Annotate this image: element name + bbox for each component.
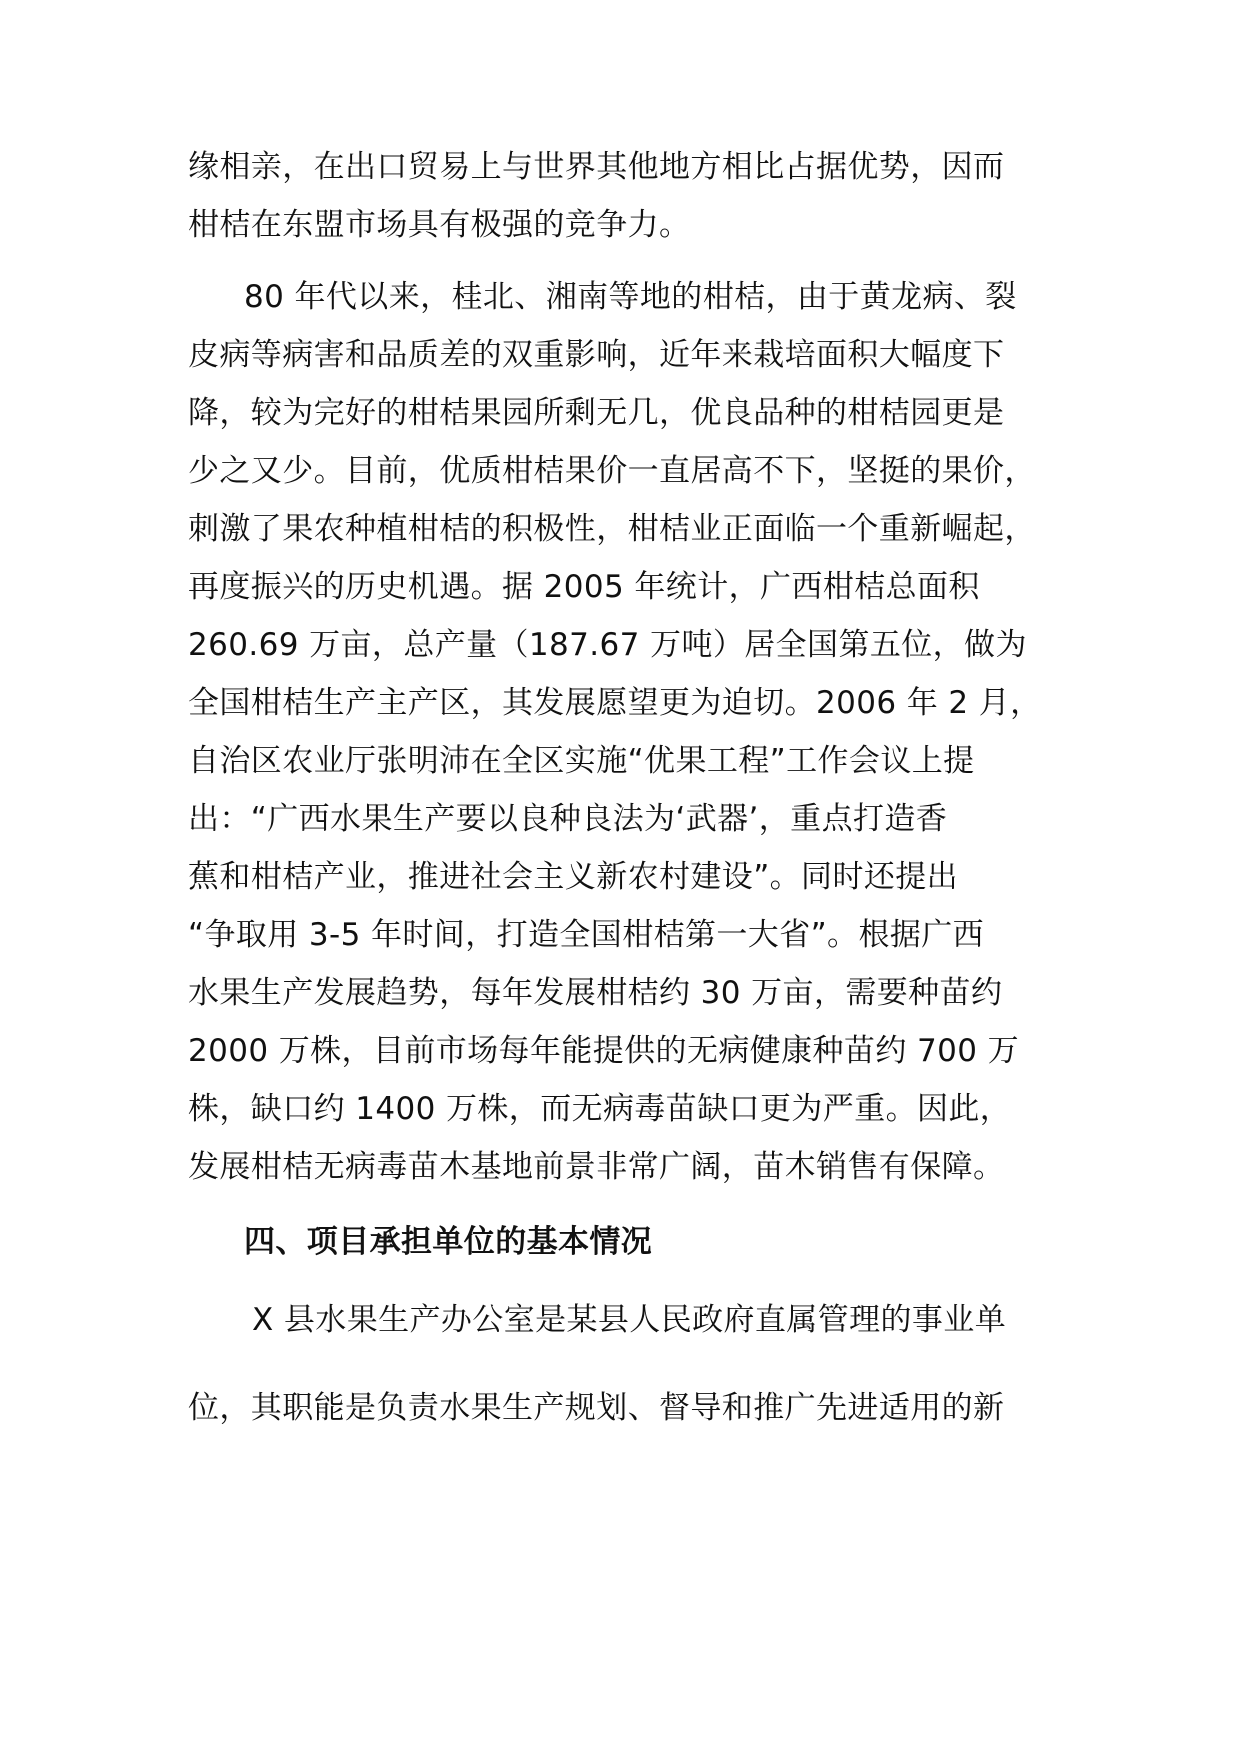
paragraph-2-line-13: 水果生产发展趋势，每年发展柑桔约 30 万亩，需要种苗约: [188, 975, 1003, 1011]
paragraph-2-line-1: 80 年代以来，桂北、湘南等地的柑桔，由于黄龙病、裂: [244, 279, 1017, 315]
paragraph-3-line-2: 位，其职能是负责水果生产规划、督导和推广先进适用的新: [188, 1390, 1005, 1426]
paragraph-2-line-6: 再度振兴的历史机遇。据 2005 年统计，广西柑桔总面积: [188, 569, 980, 605]
paragraph-3-line-1: X 县水果生产办公室是某县人民政府直属管理的事业单: [252, 1302, 1007, 1338]
paragraph-2-line-12: “争取用 3-5 年时间，打造全国柑桔第一大省”。根据广西: [188, 917, 985, 953]
paragraph-2-line-15: 株，缺口约 1400 万株，而无病毒苗缺口更为严重。因此，: [188, 1091, 1012, 1127]
paragraph-1-line-2: 柑桔在东盟市场具有极强的竞争力。: [188, 207, 691, 243]
paragraph-2-line-5: 刺激了果农种植柑桔的积极性，柑桔业正面临一个重新崛起，: [188, 511, 1036, 547]
paragraph-2-line-8: 全国柑桔生产主产区，其发展愿望更为迫切。2006 年 2 月，: [188, 685, 1042, 721]
paragraph-1-line-1: 缘相亲，在出口贸易上与世界其他地方相比占据优势，因而: [188, 149, 1005, 185]
paragraph-2-line-14: 2000 万株，目前市场每年能提供的无病健康种苗约 700 万: [188, 1033, 1020, 1069]
paragraph-2-line-11: 蕉和柑桔产业，推进社会主义新农村建设”。同时还提出: [188, 859, 959, 895]
paragraph-2-line-3: 降，较为完好的柑桔果园所剩无几，优良品种的柑桔园更是: [188, 395, 1005, 431]
paragraph-2-line-4: 少之又少。目前，优质柑桔果价一直居高不下，坚挺的果价，: [188, 453, 1036, 489]
paragraph-2-line-10: 出：“广西水果生产要以良种良法为‘武器’，重点打造香: [188, 801, 948, 837]
paragraph-2-line-7: 260.69 万亩，总产量（187.67 万吨）居全国第五位，做为: [188, 627, 1027, 663]
section-heading: 四、项目承担单位的基本情况: [244, 1224, 653, 1260]
paragraph-2-line-16: 发展柑桔无病毒苗木基地前景非常广阔，苗木销售有保障。: [188, 1149, 1005, 1185]
paragraph-2-line-9: 自治区农业厅张明沛在全区实施“优果工程”工作会议上提: [188, 743, 975, 779]
paragraph-2-line-2: 皮病等病害和品质差的双重影响，近年来栽培面积大幅度下: [188, 337, 1005, 373]
